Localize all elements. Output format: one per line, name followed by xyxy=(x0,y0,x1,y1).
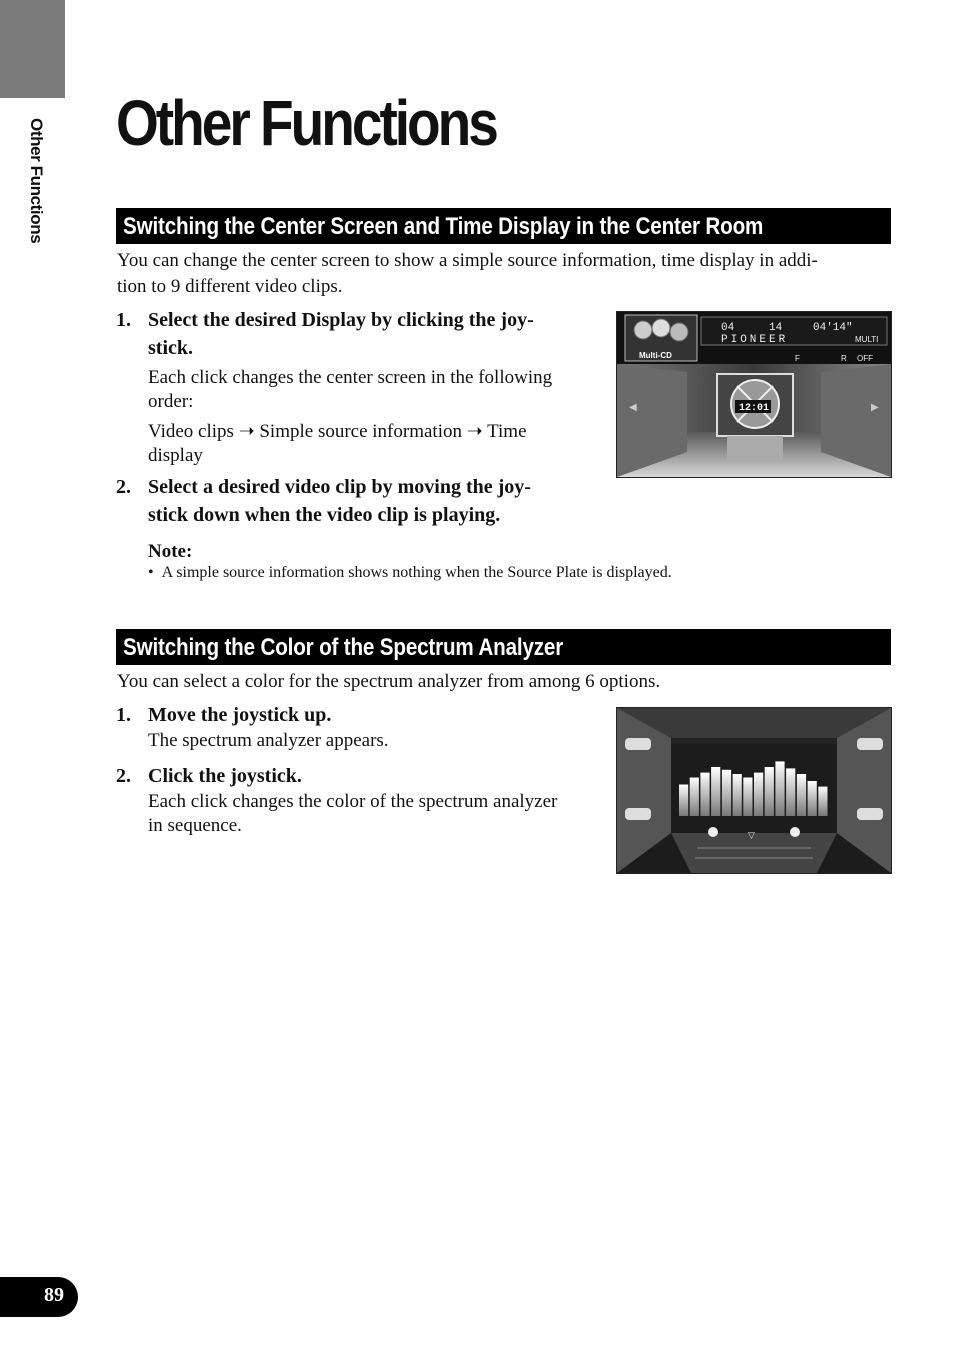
left-arrow-icon: ◀ xyxy=(629,402,637,413)
section2-step1 xyxy=(116,701,598,753)
step-desc-line2: in sequence. xyxy=(148,815,242,836)
arrow-right-icon: ➝ xyxy=(238,421,255,442)
step-title-line1: Select the desired Display by clicking the joy- xyxy=(148,309,534,331)
right-arrow-icon: ▶ xyxy=(871,402,879,413)
section1-step1 xyxy=(116,306,598,468)
note-label: Note: xyxy=(148,541,193,562)
spectrum-analyzer-screenshot xyxy=(616,707,892,874)
spectrum-bar xyxy=(765,767,774,816)
page-title: Other Functions xyxy=(116,87,496,159)
spectrum-analyzer-display xyxy=(617,708,891,873)
step-title-line2: stick down when the video clip is playing. xyxy=(148,504,501,526)
page-number-badge xyxy=(0,1277,78,1317)
step-desc: The spectrum analyzer appears. xyxy=(148,730,389,751)
step-title-line1: Select a desired video clip by moving the joy- xyxy=(148,476,531,498)
section1-intro: You can change the center screen to show a simple source information, time display in addi- tion to 9 different video clips. xyxy=(117,250,818,297)
disc-track-readout: 04 xyxy=(721,322,735,334)
center-screen-screenshot xyxy=(616,311,892,478)
spectrum-bar xyxy=(679,785,688,817)
step-number: 1. xyxy=(116,309,131,331)
step-desc-line1: Each click changes the center screen in the following xyxy=(148,367,553,388)
spectrum-bar xyxy=(775,761,784,816)
step-title: Move the joystick up. xyxy=(148,704,332,726)
spectrum-bar xyxy=(711,767,720,816)
spectrum-bar xyxy=(818,787,827,816)
spectrum-bar xyxy=(786,768,795,816)
arrow-right-icon: ➝ xyxy=(466,421,483,442)
section2-intro: You can select a color for the spectrum analyzer from among 6 options. xyxy=(117,671,661,692)
side-tab-block xyxy=(0,0,65,98)
bullet-icon: • xyxy=(148,564,154,581)
spectrum-bar xyxy=(690,778,699,817)
spectrum-bar xyxy=(743,778,752,817)
down-arrow-icon: ▽ xyxy=(748,830,755,840)
track-readout: 14 xyxy=(769,322,783,334)
step-desc-line1: Each click changes the color of the spectrum analyzer xyxy=(148,791,558,812)
clock-readout: 12:01 xyxy=(739,403,770,414)
f-indicator: F xyxy=(795,354,800,363)
spectrum-bar xyxy=(722,770,731,816)
off-indicator: OFF xyxy=(857,354,873,363)
time-readout: 04'14" xyxy=(813,322,853,334)
step-number: 1. xyxy=(116,704,131,726)
mode-readout: MULTI xyxy=(855,335,879,344)
page-number: 89 xyxy=(44,1284,64,1306)
spectrum-bar xyxy=(700,773,709,816)
spectrum-bar xyxy=(808,781,817,816)
spectrum-bar xyxy=(754,773,763,816)
display-sequence: Video clips ➝ Simple source information ➝ Time display xyxy=(148,421,527,466)
r-indicator: R xyxy=(841,354,847,363)
step-title-line2: stick. xyxy=(148,337,193,359)
spectrum-bar xyxy=(733,774,742,816)
step-number: 2. xyxy=(116,765,131,787)
section-heading-center-screen: Switching the Center Screen and Time Display in the Center Room xyxy=(116,208,891,244)
source-label: Multi-CD xyxy=(639,351,672,360)
step-number: 2. xyxy=(116,476,131,498)
step-desc-line2: order: xyxy=(148,391,194,412)
spectrum-bar xyxy=(797,774,806,816)
section-heading-spectrum: Switching the Color of the Spectrum Analyzer xyxy=(116,629,891,665)
note-item: • A simple source information shows nothing when the Source Plate is displayed. xyxy=(148,564,672,581)
section2-step2 xyxy=(116,762,608,838)
center-room-display xyxy=(617,312,891,477)
step-title: Click the joystick. xyxy=(148,765,302,787)
section1-step2 xyxy=(116,473,598,529)
title-text-readout: PIONEER xyxy=(721,334,789,346)
side-tab-label: Other Functions xyxy=(27,118,46,244)
